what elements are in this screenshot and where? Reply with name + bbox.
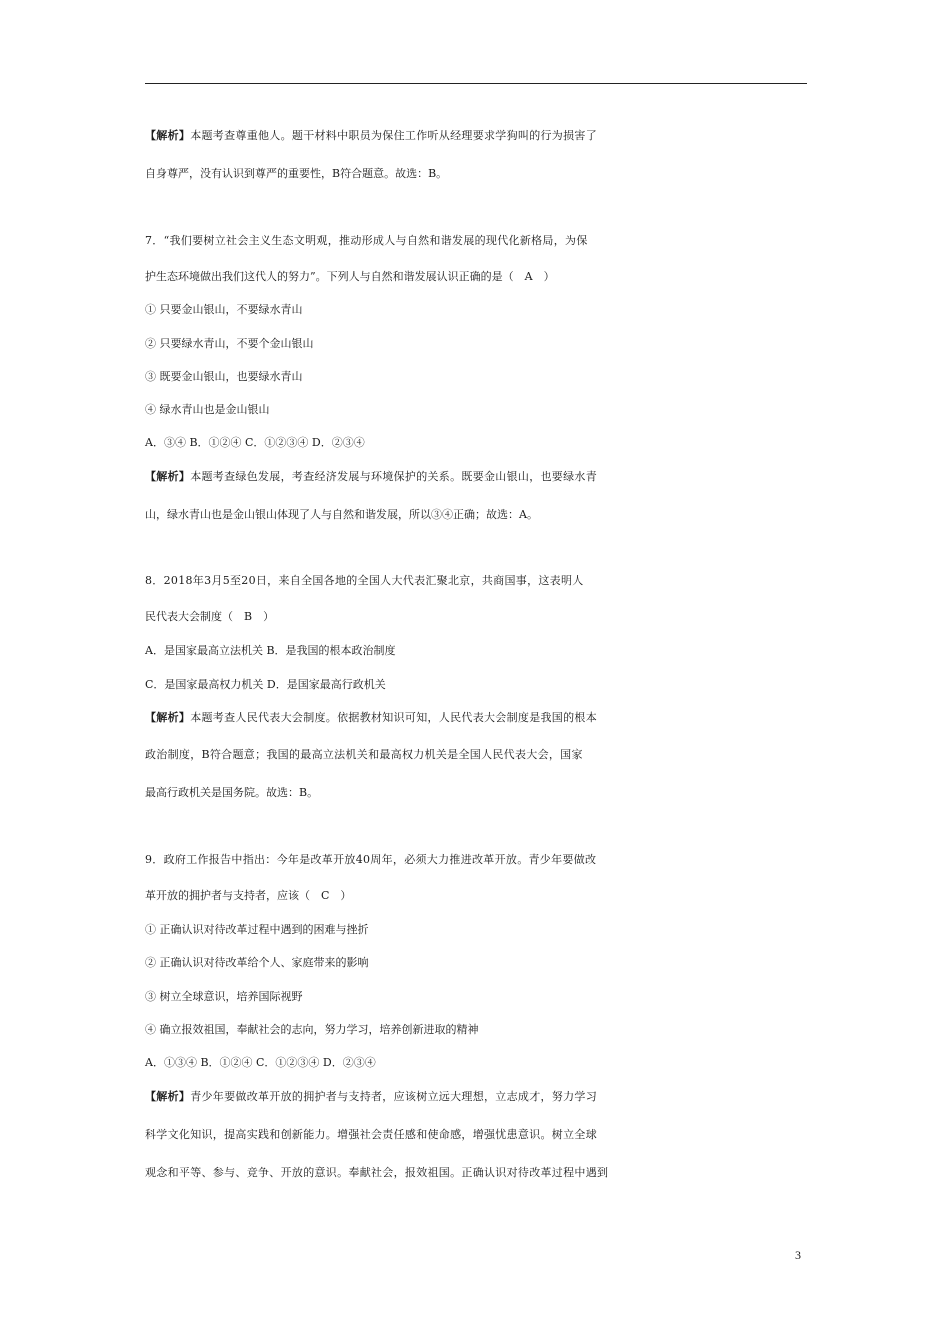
line-text: 本题考查尊重他人。题干材料中职员为保住工作听从经理要求学狗叫的行为损害了 <box>190 129 597 142</box>
option-item <box>145 920 825 940</box>
line-text: 山，绿水青山也是金山银山体现了人与自然和谐发展，所以③④正确；故选：A。 <box>145 508 538 521</box>
line-text: A．是国家最高立法机关 B．是我国的根本政治制度 <box>145 644 396 657</box>
analysis-tag: 【解析】 <box>145 1090 191 1103</box>
text-line <box>145 783 825 803</box>
text-line <box>145 1163 825 1183</box>
page-number: 3 <box>795 1248 801 1262</box>
line-text: A．①③④ B．①②④ C．①②③④ D．②③④ <box>145 1056 376 1069</box>
text-line <box>145 126 825 146</box>
answer-choices <box>145 1053 825 1073</box>
line-text: C．是国家最高权力机关 D．是国家最高行政机关 <box>145 678 386 691</box>
line-text: 护生态环境做出我们这代人的努力”。下列人与自然和谐发展认识正确的是（ A ） <box>145 270 555 283</box>
line-text: ③ 树立全球意识，培养国际视野 <box>145 990 303 1003</box>
header-rule <box>145 83 807 84</box>
answer-choices <box>145 641 825 661</box>
analysis-tag: 【解析】 <box>145 711 191 724</box>
question-7-stem <box>145 267 825 287</box>
option-item <box>145 1020 825 1040</box>
line-text: 最高行政机关是国务院。故选：B。 <box>145 786 319 799</box>
line-text: 观念和平等、参与、竞争、开放的意识。奉献社会，报效祖国。正确认识对待改革过程中遇到 <box>145 1166 609 1179</box>
option-item <box>145 334 825 354</box>
answer-choices <box>145 433 825 453</box>
option-item <box>145 953 825 973</box>
line-text: 本题考查人民代表大会制度。依据教材知识可知，人民代表大会制度是我国的根本 <box>190 711 597 724</box>
question-8-stem <box>145 607 825 627</box>
answer-choices <box>145 675 825 695</box>
line-text: 政治制度，B符合题意；我国的最高立法机关和最高权力机关是全国人民代表大会，国家 <box>145 748 583 761</box>
line-text: ③ 既要金山银山，也要绿水青山 <box>145 370 303 383</box>
question-9-stem <box>145 886 825 906</box>
question-7-stem <box>145 231 825 251</box>
line-text: 8．2018年3月5至20日，来自全国各地的全国人大代表汇聚北京，共商国事，这表明人 <box>145 574 584 587</box>
option-item <box>145 400 825 420</box>
line-text: 自身尊严，没有认识到尊严的重要性，B符合题意。故选：B。 <box>145 167 448 180</box>
question-9-stem <box>145 850 825 870</box>
text-line <box>145 505 825 525</box>
text-line <box>145 745 825 765</box>
line-text: ④ 确立报效祖国，奉献社会的志向，努力学习，培养创新进取的精神 <box>145 1023 479 1036</box>
line-text: 青少年要做改革开放的拥护者与支持者，应该树立远大理想，立志成才，努力学习 <box>190 1090 597 1103</box>
analysis-tag: 【解析】 <box>145 470 191 483</box>
option-item <box>145 987 825 1007</box>
text-line <box>145 164 825 184</box>
line-text: 7．“我们要树立社会主义生态文明观，推动形成人与自然和谐发展的现代化新格局，为保 <box>145 234 588 247</box>
line-text: ① 正确认识对待改革过程中遇到的困难与挫折 <box>145 923 369 936</box>
text-line <box>145 708 825 728</box>
option-item <box>145 300 825 320</box>
line-text: 民代表大会制度（ B ） <box>145 610 275 623</box>
line-text: 革开放的拥护者与支持者，应该（ C ） <box>145 889 352 902</box>
analysis-tag: 【解析】 <box>145 129 191 142</box>
question-8-stem <box>145 571 825 591</box>
line-text: ④ 绿水青山也是金山银山 <box>145 403 270 416</box>
line-text: A．③④ B．①②④ C．①②③④ D．②③④ <box>145 436 365 449</box>
line-text: 本题考查绿色发展，考查经济发展与环境保护的关系。既要金山银山，也要绿水青 <box>190 470 597 483</box>
line-text: 科学文化知识，提高实践和创新能力。增强社会责任感和使命感，增强忧患意识。树立全球 <box>145 1128 597 1141</box>
line-text: 9．政府工作报告中指出：今年是改革开放40周年，必须大力推进改革开放。青少年要做改 <box>145 853 597 866</box>
text-line <box>145 1125 825 1145</box>
line-text: ② 只要绿水青山，不要个金山银山 <box>145 337 314 350</box>
option-item <box>145 367 825 387</box>
line-text: ② 正确认识对待改革给个人、家庭带来的影响 <box>145 956 369 969</box>
line-text: ① 只要金山银山，不要绿水青山 <box>145 303 303 316</box>
text-line <box>145 467 825 487</box>
text-line <box>145 1087 825 1107</box>
